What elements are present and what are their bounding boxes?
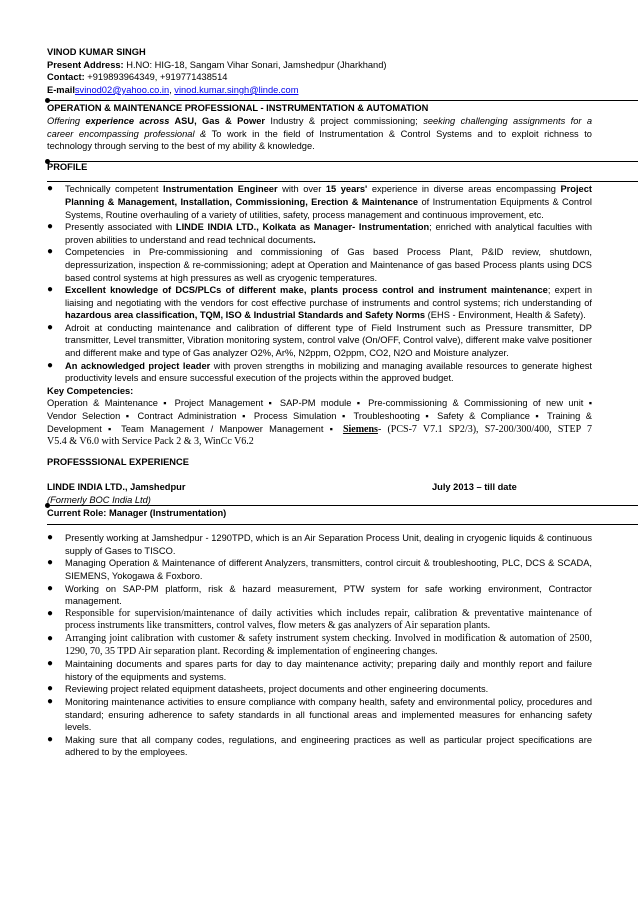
experience-item: ● Arranging joint calibration with customer & safety instrument system checking. Involved in modification & automation of 2500, 1290, 70, 35 TPD Air separation plant. Recording & implementation of engineering changes. [47,632,592,657]
experience-item: ● Making sure that all company codes, regulations, and engineering practices as well as particular project specifications are adhered to by the employees. [47,733,592,758]
objective-line-1: Offering experience across ASU, Gas & Power Industry & project commissioning; seeking challenging assignments for a [47,115,593,126]
objective-line-3: technology through serving to the best of my ability & knowledge. [47,141,315,152]
bullet-icon: ● [47,582,54,594]
current-role: Current Role: Manager (Instrumentation) [47,507,227,518]
bullet-icon: ● [47,183,54,195]
present-address: Present Address: H.NO: HIG-18, Sangam Vihar Sonari, Jamshedpur (Jharkhand) [47,59,387,70]
profile-title: PROFILE [47,161,88,172]
email-link-2[interactable]: vinod.kumar.singh@linde.com [174,84,299,95]
experience-item: ● Maintaining documents and spares parts for day to day maintenance activity; preparing daily and monthly report and failure history of the equipments and systems. [47,658,592,682]
formerly-name: (Formerly BOC India Ltd) [47,495,151,505]
profile-item: ● Adroit at conducting maintenance and calibration of different type of Field Instrument such as Pressure transmitter, DP transmitter, Level transmitter, Vibration monitoring system, control valve (On/OFF, Control valve), different make valve positioner and different make and type of Gas analyzer O2%, Ar%, N2ppm, O2ppm, CO2, N2O and Moisture analyzer. [47,321,592,359]
key-competencies-line-1: Operation & Maintenance ▪ Project Management ▪ SAP-PM module ▪ Pre-commissioning & Commissioning of new unit ▪ [47,398,592,409]
experience-item: ● Responsible for supervision/maintenance of daily activities which includes repair, calibration & preventative maintenance of process instruments like transmitters, control valves, flow meters & gas analyzers of Air separation plants. [47,607,592,632]
experience-list [47,532,592,759]
bullet-icon: ● [47,632,54,644]
bullet-icon: ● [47,607,54,619]
profile-item: ● Competencies in Pre-commissioning and commissioning of Gas based Process Plant, P&ID review, shutdown, depressurization, inspection & re-commissioning; adept at Operation and Maintenance of gas based Process plants using DCS based control systems at high pressures as well as cryogenic temperatures. [47,246,592,283]
bullet-icon: ● [47,683,54,695]
bullet-icon: ● [47,658,54,670]
profile-item: ● An acknowledged project leader with proven strengths in mobilizing and managing available resources to generate highest productivity levels and ensure successful execution of the projects within the approved budget. [47,359,592,384]
resume-page [47,44,592,759]
job-period: July 2013 – till date [432,482,517,493]
bullet-icon: ● [47,557,54,569]
key-competencies-line-3: Development ▪ Team Management / Manpower Management ▪ Siemens- (PCS-7 V7.1 SP2/3), S7-200/300/400, STEP 7 [47,423,592,435]
experience-item: ● Managing Operation & Maintenance of different Analyzers, transmitters, control circuit & troubleshooting, PLC, DCS & SCADA, SIEMENS, Yokogawa & Foxboro. [47,557,592,581]
key-competencies-line-4: V5.4 & V6.0 with Service Pack 2 & 3, WinCc V6.2 [47,436,254,448]
profile-item: ● Presently associated with LINDE INDIA LTD., Kolkata as Manager- Instrumentation; enriched with analytical faculties with proven abilities to understand and read technical documents. [47,221,592,245]
job-header [47,481,592,494]
experience-title: PROFESSSIONAL EXPERIENCE [47,456,189,467]
email-line: E-mailsvinod02@yahoo.co.in, vinod.kumar.singh@linde.com [47,84,299,95]
experience-item: ● Presently working at Jamshedpur - 1290TPD, which is an Air Separation Process Unit, dealing in cryogenic liquids & continuous supply of Gases to TISCO. [47,532,592,556]
bullet-icon: ● [47,246,54,258]
profile-item: ● Excellent knowledge of DCS/PLCs of different make, plants process control and instrument maintenance; expert in liaising and negotiating with the vendors for cost effective purchase of instruments and control systems; rich understanding of hazardous area classification, TQM, ISO & Industrial Standards and Safety Norms (EHS - Environment, Health & Safety). [47,284,592,321]
objective-line-2: career encompassing professional & To work in the field of Instrumentation & Control Systems and to exploit richness to [47,128,592,139]
bullet-icon: ● [47,532,54,544]
experience-item: ● Working on SAP-PM platform, risk & hazard measurement, PTW system for safe working environment, Contractor management. [47,582,592,607]
company-name: LINDE INDIA LTD., Jamshedpur [47,482,186,493]
experience-item: ● Reviewing project related equipment datasheets, project documents and other engineering documents. [47,683,489,695]
key-competencies-line-2: Vendor Selection ▪ Contract Administration ▪ Process Simulation ▪ Troubleshooting ▪ Safety & Compliance ▪ Training & [47,411,592,422]
experience-item: ● Monitoring maintenance activities to ensure compliance with company health, safety and environmental policy, procedures and standard; ensuring adherence to safety standards in all functional areas and implemented measures for enhancing safety levels. [47,695,592,733]
email-link-1[interactable]: svinod02@yahoo.co.in [74,84,170,95]
contact-numbers: Contact: +919893964349, +919771438514 [47,72,228,83]
objective-title: OPERATION & MAINTENANCE PROFESSIONAL - INSTRUMENTATION & AUTOMATION [47,103,429,114]
key-competencies-title: Key Competencies: [47,385,134,396]
bullet-icon: ● [47,733,54,745]
bullet-icon: ● [47,284,54,296]
bullet-icon: ● [47,321,54,333]
candidate-name: VINOD KUMAR SINGH [47,47,146,57]
profile-list [47,183,592,385]
bullet-icon: ● [47,221,54,233]
bullet-icon: ● [47,359,54,371]
profile-item: ● Technically competent Instrumentation Engineer with over 15 years' experience in diverse areas encompassing Project Planning & Management, Installation, Commissioning, Erection & Maintenance of Instrumentation Equipments & Control Systems, Routine overhauling of a variety of utilities, safety, process management and continuous improvement, etc. [47,183,592,220]
bullet-icon: ● [47,695,54,707]
